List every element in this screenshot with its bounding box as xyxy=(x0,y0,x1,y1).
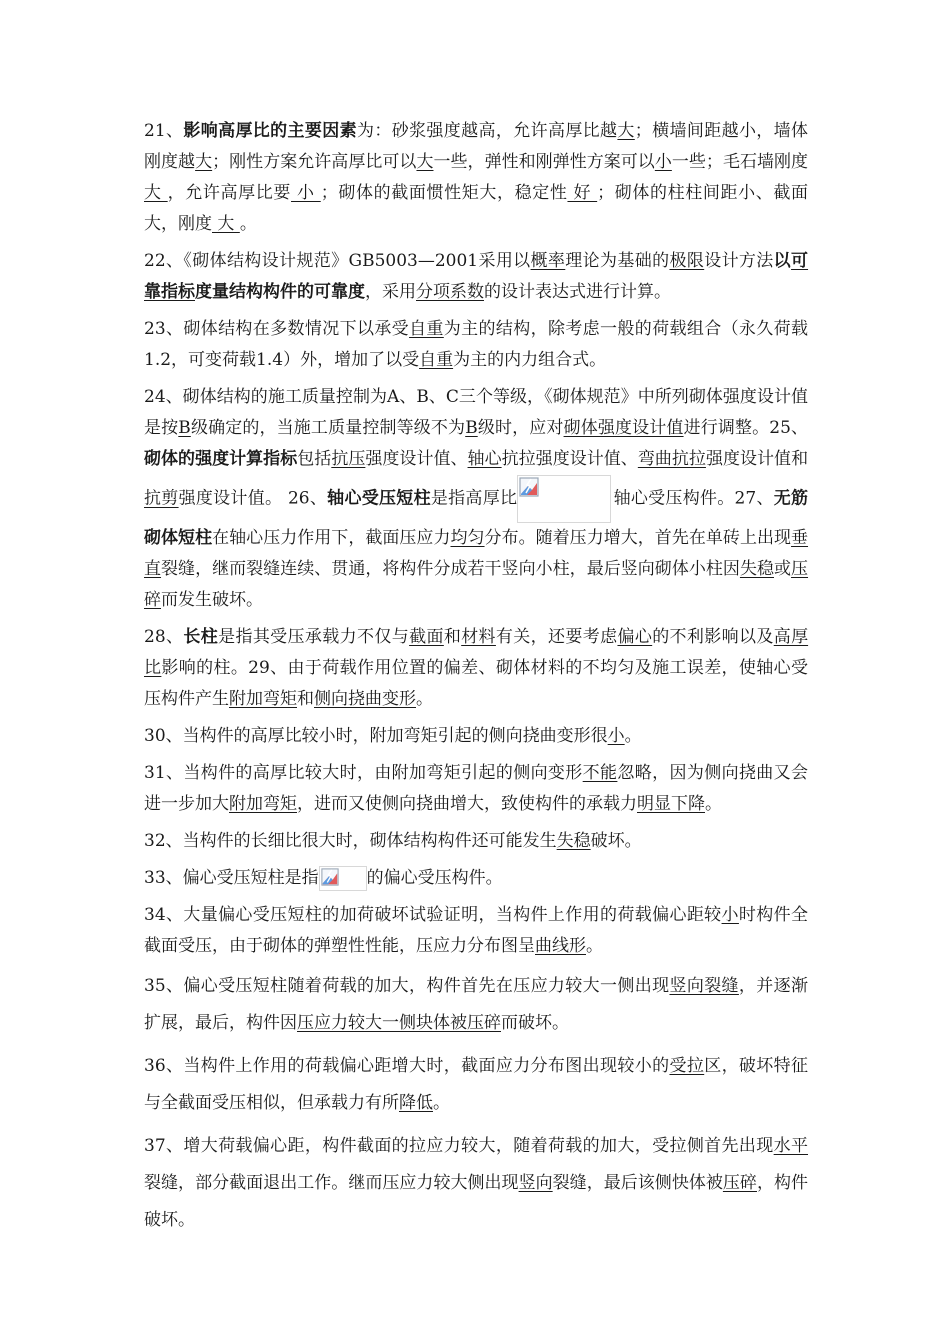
text-run: 24、砌体结构的施工质量控制为A、B、C三个等级，《砌体规范》中所列砌体强度设计值是按 xyxy=(144,387,808,438)
answer-blank: 大 xyxy=(617,121,635,141)
text-run: 。 xyxy=(705,794,722,814)
text-run: 级确定的，当施工质量控制等级不为 xyxy=(190,418,466,438)
text-run: 。 xyxy=(416,689,433,709)
text-run: 是指其受压承载力不仅与 xyxy=(218,627,410,647)
answer-blank: 轴心 xyxy=(467,449,502,469)
text-run: 进行调整。25、 xyxy=(683,418,809,438)
paragraph-p37 xyxy=(144,1128,808,1239)
key-term: 度量结构构件的可靠度 xyxy=(195,282,365,302)
document-body xyxy=(144,116,808,1239)
text-run: 。 xyxy=(624,726,642,746)
answer-blank: 小 xyxy=(291,183,321,203)
text-run: 的不利影响以及 xyxy=(652,627,774,647)
text-run: ；砌体的截面惯性矩大，稳定性 xyxy=(320,183,568,203)
text-run: 30、当构件的高厚比较小时，附加弯矩引起的侧向挠曲变形很 xyxy=(144,726,608,746)
answer-blank: 分项系数 xyxy=(416,282,484,302)
text-run: 而破坏。 xyxy=(501,1013,569,1033)
text-run: ，构件破坏。 xyxy=(144,1173,809,1230)
answer-blank: 曲线形 xyxy=(535,936,586,956)
answer-blank: 小 xyxy=(721,905,739,925)
paragraph-p31 xyxy=(144,758,808,820)
text-run: 裂缝，继而裂缝连续、贯通，将构件分成若干竖向小柱，最后竖向砌体小柱因 xyxy=(161,559,740,579)
text-run: 强度设计值。 26、 xyxy=(178,488,328,509)
answer-blank: 受拉 xyxy=(669,1056,705,1076)
text-run: 区，破坏特征与全截面受压相似，但承载力有所 xyxy=(144,1056,809,1113)
text-run: 22、《砌体结构设计规范》GB5003—2001采用以 xyxy=(144,251,531,271)
text-run: 34、大量偏心受压短柱的加荷破坏试验证明，当构件上作用的荷载偏心距较 xyxy=(144,905,722,925)
text-run: 强度设计值和 xyxy=(705,449,809,469)
text-run: 一些，弹性和刚弹性方案可以 xyxy=(433,152,655,172)
text-run: 裂缝，最后该侧快体被 xyxy=(552,1173,723,1193)
text-run: 一些；毛石墙刚度 xyxy=(671,152,809,172)
text-run: 忽略，因为侧向挠曲又会进一步加大 xyxy=(144,763,809,814)
text-run: 。 xyxy=(239,214,257,234)
answer-blank: 小 xyxy=(607,726,625,746)
broken-image-icon xyxy=(519,477,539,497)
text-run: 包括 xyxy=(297,449,332,469)
text-run: 为主的内力组合式。 xyxy=(453,350,607,370)
paragraph-p32 xyxy=(144,826,808,857)
answer-blank: 大 xyxy=(212,214,240,234)
answer-blank: 抗剪 xyxy=(144,488,179,509)
text-run: 32、当构件的长细比很大时，砌体结构构件还可能发生 xyxy=(144,831,557,851)
text-run: 而发生破坏。 xyxy=(161,590,263,610)
answer-blank: 自重 xyxy=(409,319,444,339)
text-run: 为：砂浆强度越高，允许高厚比越 xyxy=(356,121,618,141)
text-run: 影响的柱。29、由于荷载作用位置的偏差、砌体材料的不均匀及施工误差，使轴心受压构件产生 xyxy=(144,658,809,709)
text-run: 21、 xyxy=(144,121,184,141)
answer-blank: 弯曲抗拉 xyxy=(637,449,706,469)
answer-blank: 降低 xyxy=(399,1093,433,1113)
text-run: 轴心受压构件。27、 xyxy=(613,488,774,509)
answer-blank: 抗压 xyxy=(331,449,366,469)
text-run: 在轴心压力作用下，截面压应力 xyxy=(212,528,451,548)
text-run: 是指高厚比 xyxy=(430,488,518,509)
answer-blank: 失稳 xyxy=(556,831,591,851)
answer-blank: 失稳 xyxy=(739,559,774,579)
key-term: 轴心受压短柱 xyxy=(327,488,431,509)
answer-blank: 概率 xyxy=(530,251,566,271)
text-run: ，允许高厚比要 xyxy=(167,183,292,203)
answer-blank: B xyxy=(178,418,191,438)
text-run: 级时，应对 xyxy=(477,418,564,438)
text-run: 时构件全截面受压，由于砌体的弹塑性性能，压应力分布图呈 xyxy=(144,905,809,956)
text-run: 。 xyxy=(586,936,603,956)
answer-blank: 明显下降 xyxy=(637,794,705,814)
answer-blank: 大 xyxy=(144,183,168,203)
text-run: 23、砌体结构在多数情况下以承受 xyxy=(144,319,410,339)
answer-blank: 竖向 xyxy=(518,1173,553,1193)
answer-blank: 截面 xyxy=(409,627,444,647)
answer-blank: 偏心 xyxy=(617,627,653,647)
key-term: 砌体的强度计算指标 xyxy=(144,449,298,469)
answer-blank: 材料 xyxy=(461,627,496,647)
answer-blank: 小 xyxy=(654,152,672,172)
paragraph-p34 xyxy=(144,900,808,962)
text-run: 的偏心受压构件。 xyxy=(366,868,503,888)
text-run: ；横墙间距越小，墙体刚度越 xyxy=(144,121,809,172)
paragraph-p23 xyxy=(144,314,808,376)
answer-blank: 水平 xyxy=(773,1136,809,1156)
text-run: 为主的结构，除考虑一般的荷载组合（永久荷载1.2，可变荷载1.4）外，增加了以受 xyxy=(144,319,809,370)
key-term: 无筋砌体短柱 xyxy=(144,488,809,548)
formula-image-placeholder xyxy=(319,866,367,891)
answer-blank: 高厚比 xyxy=(144,627,809,678)
paragraph-p28 xyxy=(144,622,808,715)
answer-blank: 压应力较大一侧块体被压碎 xyxy=(297,1013,501,1033)
text-run: 28、 xyxy=(144,627,184,647)
text-run: 33、偏心受压短柱是指 xyxy=(144,868,319,888)
paragraph-p36 xyxy=(144,1048,808,1122)
answer-blank: 好 xyxy=(567,183,598,203)
answer-blank: 附加弯矩 xyxy=(229,794,297,814)
answer-blank: 可靠指标 xyxy=(144,251,809,302)
text-run: 。 xyxy=(433,1093,450,1113)
answer-blank: 大 xyxy=(195,152,213,172)
text-run: 强度设计值、 xyxy=(365,449,468,469)
text-run: 31、当构件的高厚比较大时，由附加弯矩引起的侧向变形 xyxy=(144,763,583,783)
paragraph-p21 xyxy=(144,116,808,240)
text-run: ，采用 xyxy=(365,282,416,302)
key-term: 以 xyxy=(773,251,792,271)
answer-blank: 极限 xyxy=(669,251,705,271)
text-run: 的设计表达式进行计算。 xyxy=(484,282,671,302)
answer-blank: 垂直 xyxy=(144,528,809,579)
text-run: 36、当构件上作用的荷载偏心距增大时，截面应力分布图出现较小的 xyxy=(144,1056,670,1076)
formula-image-placeholder xyxy=(517,475,611,523)
text-run: 裂缝，部分截面退出工作。继而压应力较大侧出现 xyxy=(144,1173,519,1193)
text-run: 设计方法 xyxy=(704,251,774,271)
text-run: 分布。随着压力增大，首先在单砖上出现 xyxy=(484,528,792,548)
text-run: ，进而又使侧向挠曲增大，致使构件的承载力 xyxy=(297,794,637,814)
text-run: 或 xyxy=(774,559,792,579)
text-run: 37、增大荷载偏心距，构件截面的拉应力较大，随着荷载的加大，受拉侧首先出现 xyxy=(144,1136,774,1156)
answer-blank: 不能 xyxy=(582,763,618,783)
text-run: 和 xyxy=(443,627,462,647)
text-run: 破坏。 xyxy=(590,831,642,851)
answer-blank: 侧向挠曲变形 xyxy=(314,689,416,709)
paragraph-p33 xyxy=(144,863,808,894)
broken-image-icon xyxy=(321,868,339,886)
paragraph-p22 xyxy=(144,246,808,308)
answer-blank: 竖向裂缝 xyxy=(669,976,739,996)
answer-blank: 自重 xyxy=(419,350,454,370)
paragraph-p30 xyxy=(144,721,808,752)
key-term: 长柱 xyxy=(183,627,219,647)
text-run: 有关，还要考虑 xyxy=(495,627,618,647)
answer-blank: 砌体强度设计值 xyxy=(563,418,684,438)
text-run: 抗拉强度设计值、 xyxy=(501,449,638,469)
key-term: 影响高厚比的主要因素 xyxy=(183,121,357,141)
text-run: ；刚性方案允许高厚比可以 xyxy=(212,152,417,172)
answer-blank: 均匀 xyxy=(450,528,485,548)
answer-blank: 压碎 xyxy=(144,559,809,610)
text-run: ，并逐渐扩展，最后，构件因 xyxy=(144,976,809,1033)
answer-blank: 压碎 xyxy=(722,1173,757,1193)
text-run: 和 xyxy=(297,689,314,709)
text-run: ；砌体的柱柱间距小、截面大，刚度 xyxy=(144,183,809,234)
text-run: 理论为基础的 xyxy=(565,251,670,271)
text-run: 35、偏心受压短柱随着荷载的加大，构件首先在压应力较大一侧出现 xyxy=(144,976,670,996)
answer-blank: B xyxy=(465,418,478,438)
answer-blank: 附加弯矩 xyxy=(229,689,297,709)
paragraph-p35 xyxy=(144,968,808,1042)
paragraph-p24 xyxy=(144,382,808,616)
answer-blank: 大 xyxy=(416,152,434,172)
